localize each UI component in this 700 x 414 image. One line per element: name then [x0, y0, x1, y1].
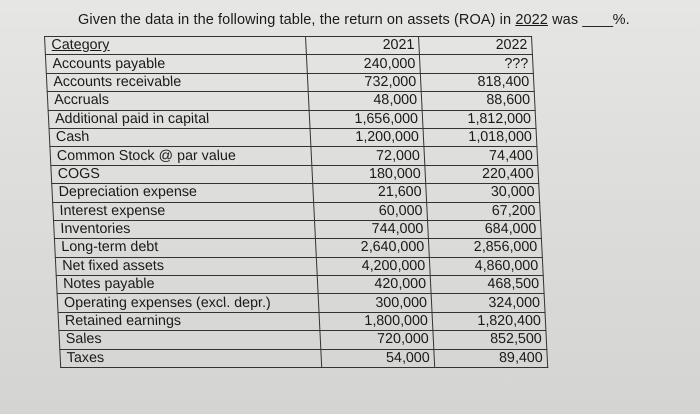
- value-2021: 240,000: [306, 55, 420, 73]
- value-2021: 720,000: [320, 331, 434, 349]
- header-2021: 2021: [306, 37, 420, 55]
- table-row: [56, 276, 544, 294]
- value-2022: 89,400: [434, 349, 548, 367]
- value-2021: 54,000: [321, 349, 435, 367]
- value-2022: 818,400: [420, 73, 534, 91]
- value-2022: 684,000: [428, 220, 542, 238]
- table-row: [58, 312, 546, 330]
- table-row: [54, 239, 542, 257]
- header-category-cell: [45, 37, 307, 55]
- question-mid: was: [547, 12, 583, 28]
- value-2021: 1,200,000: [310, 128, 424, 146]
- row-label: Additional paid in capital: [48, 110, 310, 128]
- row-label: Common Stock @ par value: [50, 147, 312, 165]
- row-label: Accounts payable: [45, 55, 307, 73]
- row-label: Notes payable: [56, 276, 318, 294]
- row-label: Depreciation expense: [52, 184, 314, 202]
- value-2021: 1,656,000: [309, 110, 423, 128]
- value-2022: ???: [419, 55, 533, 73]
- question-suffix: %.: [612, 12, 630, 28]
- table-row: [53, 202, 541, 220]
- row-label: Retained earnings: [58, 312, 320, 330]
- table-row: [57, 294, 545, 312]
- value-2021: 60,000: [314, 202, 428, 220]
- question-year: 2022: [515, 12, 548, 28]
- header-category: Category: [51, 37, 110, 54]
- value-2022: 324,000: [431, 294, 545, 312]
- value-2021: 744,000: [315, 220, 429, 238]
- table-row: [54, 220, 542, 238]
- value-2022: 1,812,000: [422, 110, 536, 128]
- financial-data-table: [44, 36, 548, 368]
- value-2022: 220,400: [425, 165, 539, 183]
- value-2021: 72,000: [311, 147, 425, 165]
- value-2022: 468,500: [430, 276, 544, 294]
- value-2022: 30,000: [426, 184, 540, 202]
- data-table-container: [44, 36, 550, 394]
- value-2021: 48,000: [308, 92, 422, 110]
- value-2022: 852,500: [433, 331, 547, 349]
- row-label: Long-term debt: [54, 239, 316, 257]
- value-2022: 74,400: [424, 147, 538, 165]
- row-label: Taxes: [60, 349, 322, 367]
- value-2021: 4,200,000: [316, 257, 430, 275]
- table-row: [46, 73, 534, 91]
- table-row: [49, 128, 537, 146]
- row-label: COGS: [51, 165, 313, 183]
- value-2021: 420,000: [317, 276, 431, 294]
- value-2022: 2,856,000: [428, 239, 542, 257]
- value-2021: 732,000: [307, 73, 421, 91]
- row-label: Accruals: [47, 92, 309, 110]
- row-label: Interest expense: [53, 202, 315, 220]
- table-row: [45, 55, 533, 73]
- value-2021: 21,600: [313, 184, 427, 202]
- answer-blank[interactable]: ____: [582, 12, 613, 28]
- value-2021: 2,640,000: [315, 239, 429, 257]
- row-label: Sales: [59, 331, 321, 349]
- row-label: Cash: [49, 128, 311, 146]
- value-2022: 67,200: [427, 202, 541, 220]
- value-2022: 88,600: [421, 92, 535, 110]
- table-row: [50, 147, 538, 165]
- value-2021: 1,800,000: [319, 312, 433, 330]
- question-prefix: Given the data in the following table, the return on assets (ROA) in: [78, 12, 516, 28]
- question-text: [78, 12, 630, 28]
- table-row: [51, 165, 539, 183]
- table-row: [47, 92, 535, 110]
- value-2022: 1,018,000: [423, 128, 537, 146]
- table-row: [59, 331, 547, 349]
- value-2022: 4,860,000: [429, 257, 543, 275]
- value-2022: 1,820,400: [432, 312, 546, 330]
- table-row: [60, 349, 548, 367]
- row-label: Net fixed assets: [55, 257, 317, 275]
- header-2022: 2022: [419, 37, 533, 55]
- row-label: Accounts receivable: [46, 73, 308, 91]
- table-row: [52, 184, 540, 202]
- table-header-row: [45, 37, 533, 55]
- row-label: Inventories: [54, 220, 316, 238]
- table-row: [55, 257, 543, 275]
- table-row: [48, 110, 536, 128]
- value-2021: 300,000: [318, 294, 432, 312]
- row-label: Operating expenses (excl. depr.): [57, 294, 319, 312]
- value-2021: 180,000: [312, 165, 426, 183]
